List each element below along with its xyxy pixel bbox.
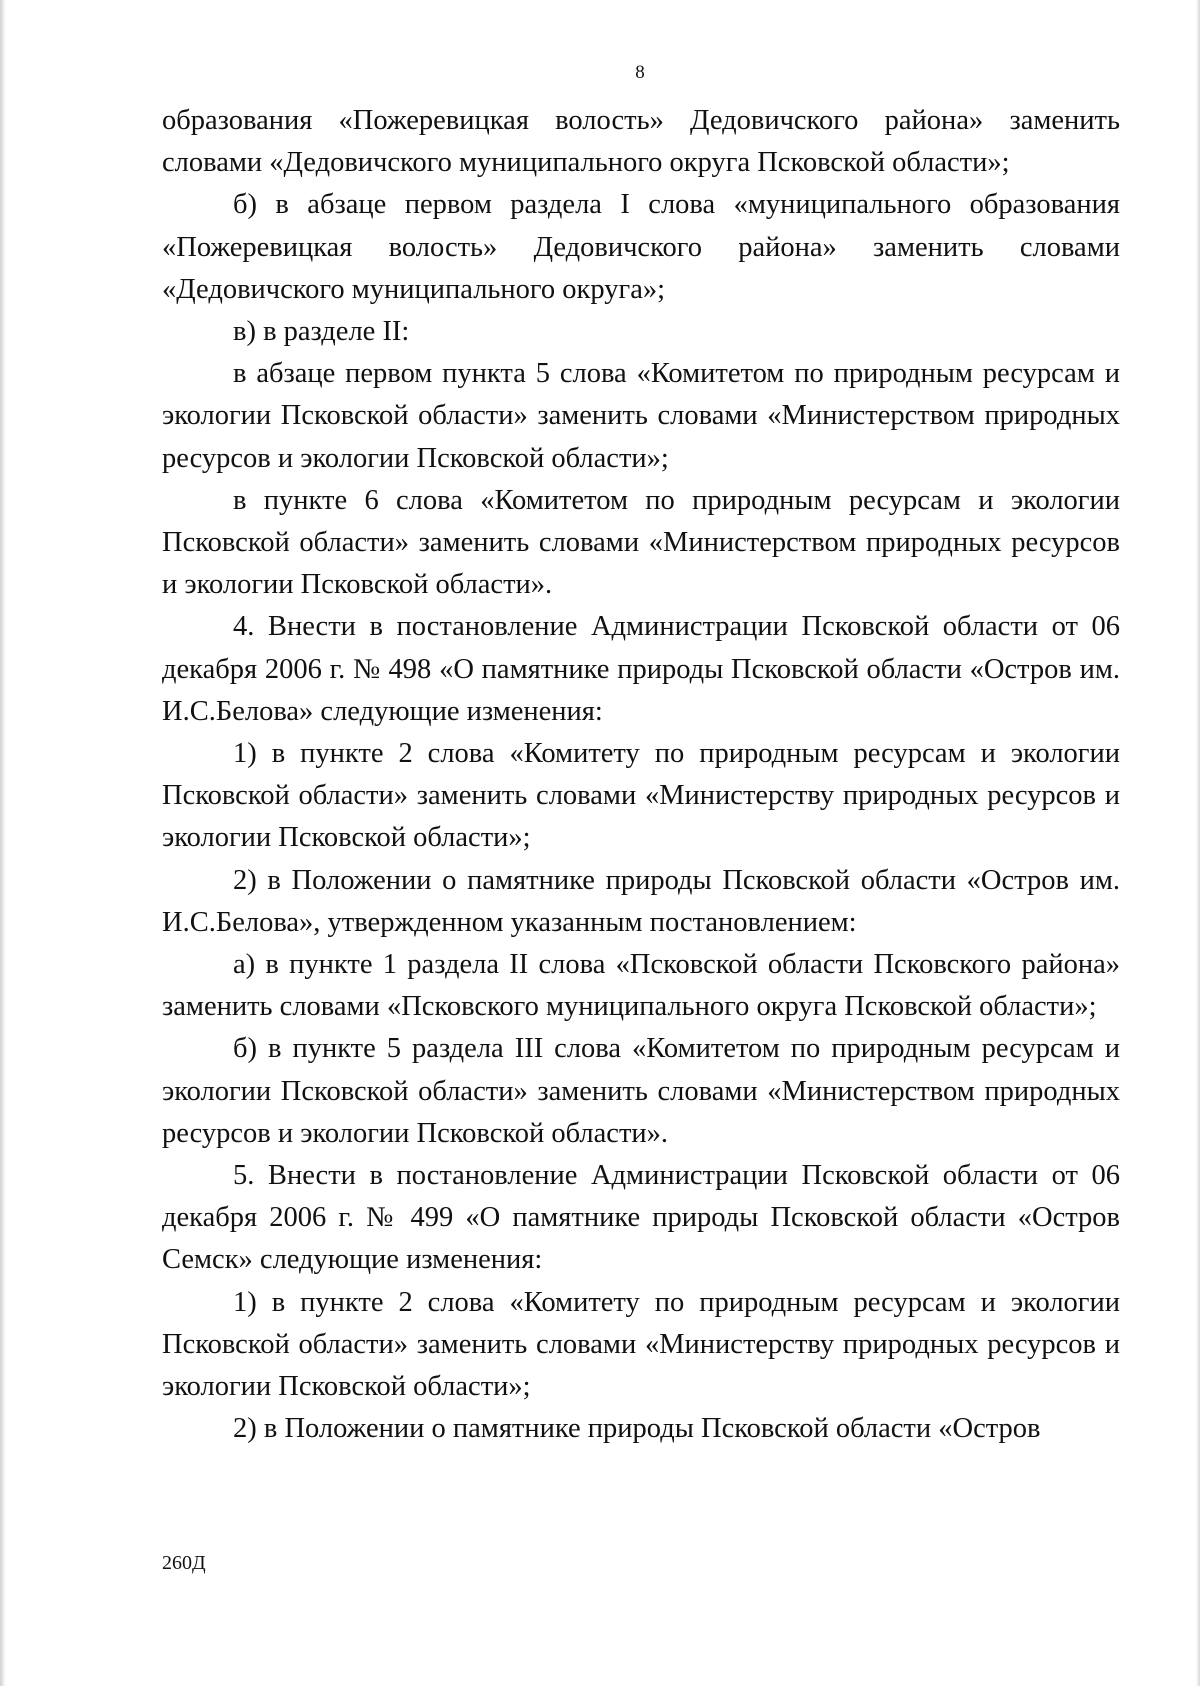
paragraph-continuation: образования «Пожеревицкая волость» Дедовичского района» заменить словами «Дедовичского муниципального округа Псковской области»; xyxy=(162,105,1120,179)
footer-document-code: 260Д xyxy=(162,1552,206,1574)
paragraph: 2) в Положении о памятнике природы Псковской области «Остров xyxy=(233,1413,1041,1445)
paragraph: б) в абзаце первом раздела I слова «муниципального образования «Пожеревицкая волость» Дедовичского района» заменить словами «Дедовичского муниципального округа»; xyxy=(162,189,1120,305)
scan-edge-left xyxy=(0,0,6,1686)
paragraph: в) в разделе II: xyxy=(233,316,410,348)
paragraph: 4. Внести в постановление Администрации Псковской области от 06 декабря 2006 г. № 498 «О памятнике природы Псковской области «Остров им. И.С.Белова» следующие изменения: xyxy=(162,611,1120,727)
paragraph: б) в пункте 5 раздела III слова «Комитетом по природным ресурсам и экологии Псковской области» заменить словами «Министерством природных ресурсов и экологии Псковской области». xyxy=(162,1033,1120,1149)
paragraph: 1) в пункте 2 слова «Комитету по природным ресурсам и экологии Псковской области» заменить словами «Министерству природных ресурсов и экологии Псковской области»; xyxy=(162,738,1120,854)
document-body xyxy=(162,100,1120,1451)
paragraph: 2) в Положении о памятнике природы Псковской области «Остров им. И.С.Белова», утвержденном указанным постановлением: xyxy=(162,864,1120,938)
paragraph: в пункте 6 слова «Комитетом по природным ресурсам и экологии Псковской области» заменить словами «Министерством природных ресурсов и экологии Псковской области». xyxy=(162,484,1120,601)
paragraph: 1) в пункте 2 слова «Комитету по природным ресурсам и экологии Псковской области» заменить словами «Министерству природных ресурсов и экологии Псковской области»; xyxy=(162,1286,1120,1403)
paragraph: в абзаце первом пункта 5 слова «Комитетом по природным ресурсам и экологии Псковской области» заменить словами «Министерством природных ресурсов и экологии Псковской области»; xyxy=(162,358,1120,474)
paragraph: а) в пункте 1 раздела II слова «Псковской области Псковского района» заменить словами «Псковского муниципального округа Псковской области»; xyxy=(162,949,1120,1023)
page-number: 8 xyxy=(635,62,645,83)
scan-edge-right xyxy=(1196,0,1200,1686)
paragraph: 5. Внести в постановление Администрации Псковской области от 06 декабря 2006 г. № 499 «О памятнике природы Псковской области «Остров Семск» следующие изменения: xyxy=(162,1160,1120,1276)
